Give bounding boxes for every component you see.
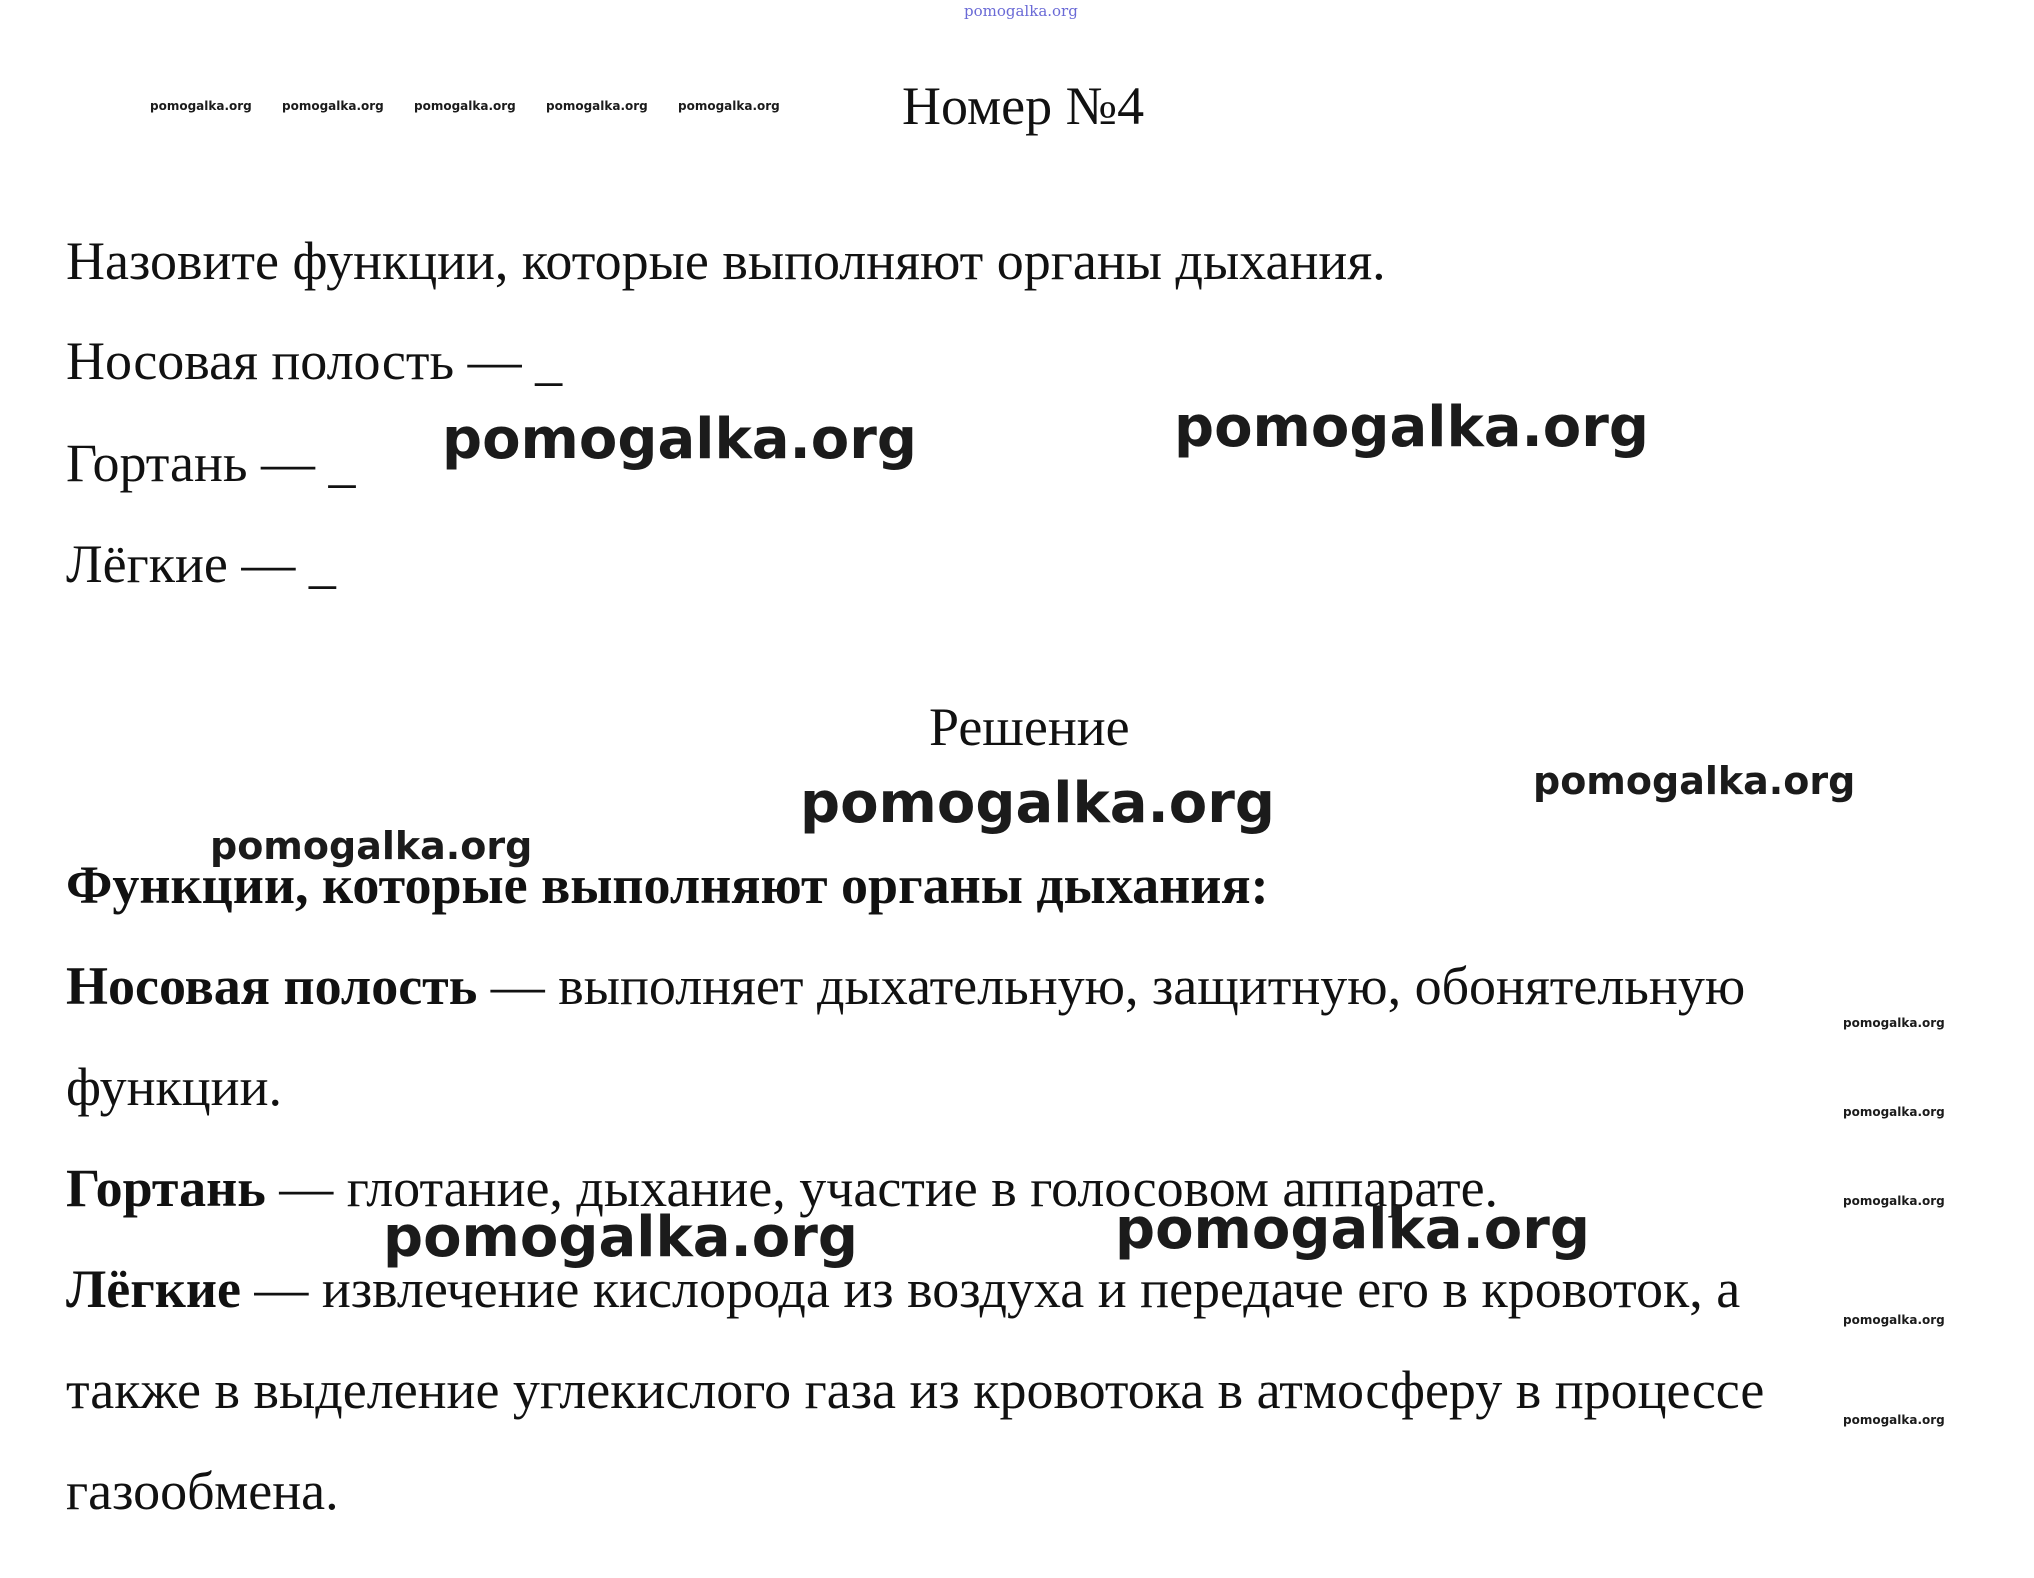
watermark-small: pomogalka.org [678, 99, 780, 113]
question-item-nasal: Носовая полость — _ [66, 331, 563, 391]
lungs-term: Лёгкие [66, 1259, 241, 1319]
watermark-small: pomogalka.org [414, 99, 516, 113]
watermark-large: pomogalka.org [383, 1205, 858, 1270]
solution-heading-text: Функции, которые выполняют органы дыхания: [66, 855, 1269, 915]
larynx-text: — глотание, дыхание, участие в голосовом аппарате. [265, 1158, 1499, 1218]
watermark-large: pomogalka.org [1115, 1197, 1590, 1262]
watermark-small: pomogalka.org [1843, 1016, 1945, 1030]
question-prompt: Назовите функции, которые выполняют органы дыхания. [66, 231, 1386, 291]
watermark-small: pomogalka.org [1843, 1105, 1945, 1119]
solution-lungs-line1 [66, 1259, 1741, 1319]
watermark-small: pomogalka.org [150, 99, 252, 113]
solution-title: Решение [929, 697, 1130, 757]
watermark-large: pomogalka.org [442, 407, 917, 472]
page-title: Номер №4 [902, 76, 1145, 136]
watermark-small: pomogalka.org [1843, 1194, 1945, 1208]
question-item-larynx: Гортань — _ [66, 433, 356, 493]
watermark-small: pomogalka.org [1843, 1313, 1945, 1327]
watermark-medium: pomogalka.org [210, 824, 533, 868]
larynx-term: Гортань [66, 1158, 266, 1218]
watermark-top: pomogalka.org [964, 2, 1078, 20]
question-item-lungs: Лёгкие — _ [66, 534, 336, 594]
watermark-small: pomogalka.org [546, 99, 648, 113]
watermark-large: pomogalka.org [1174, 395, 1649, 460]
watermark-large: pomogalka.org [800, 771, 1275, 836]
watermark-small: pomogalka.org [1843, 1413, 1945, 1427]
solution-nasal-line1 [66, 956, 1746, 1016]
solution-heading [66, 855, 1269, 915]
nasal-term: Носовая полость [66, 956, 478, 1016]
solution-nasal-line2: функции. [66, 1057, 282, 1117]
solution-lungs-line2: также в выделение углекислого газа из кровотока в атмосферу в процессе [66, 1360, 1765, 1420]
watermark-medium: pomogalka.org [1533, 759, 1856, 803]
nasal-text-line1: — выполняет дыхательную, защитную, обонятельную [477, 956, 1746, 1016]
solution-lungs-line3: газообмена. [66, 1461, 339, 1521]
watermark-small: pomogalka.org [282, 99, 384, 113]
lungs-text-line1: — извлечение кислорода из воздуха и передаче его в кровоток, а [240, 1259, 1741, 1319]
